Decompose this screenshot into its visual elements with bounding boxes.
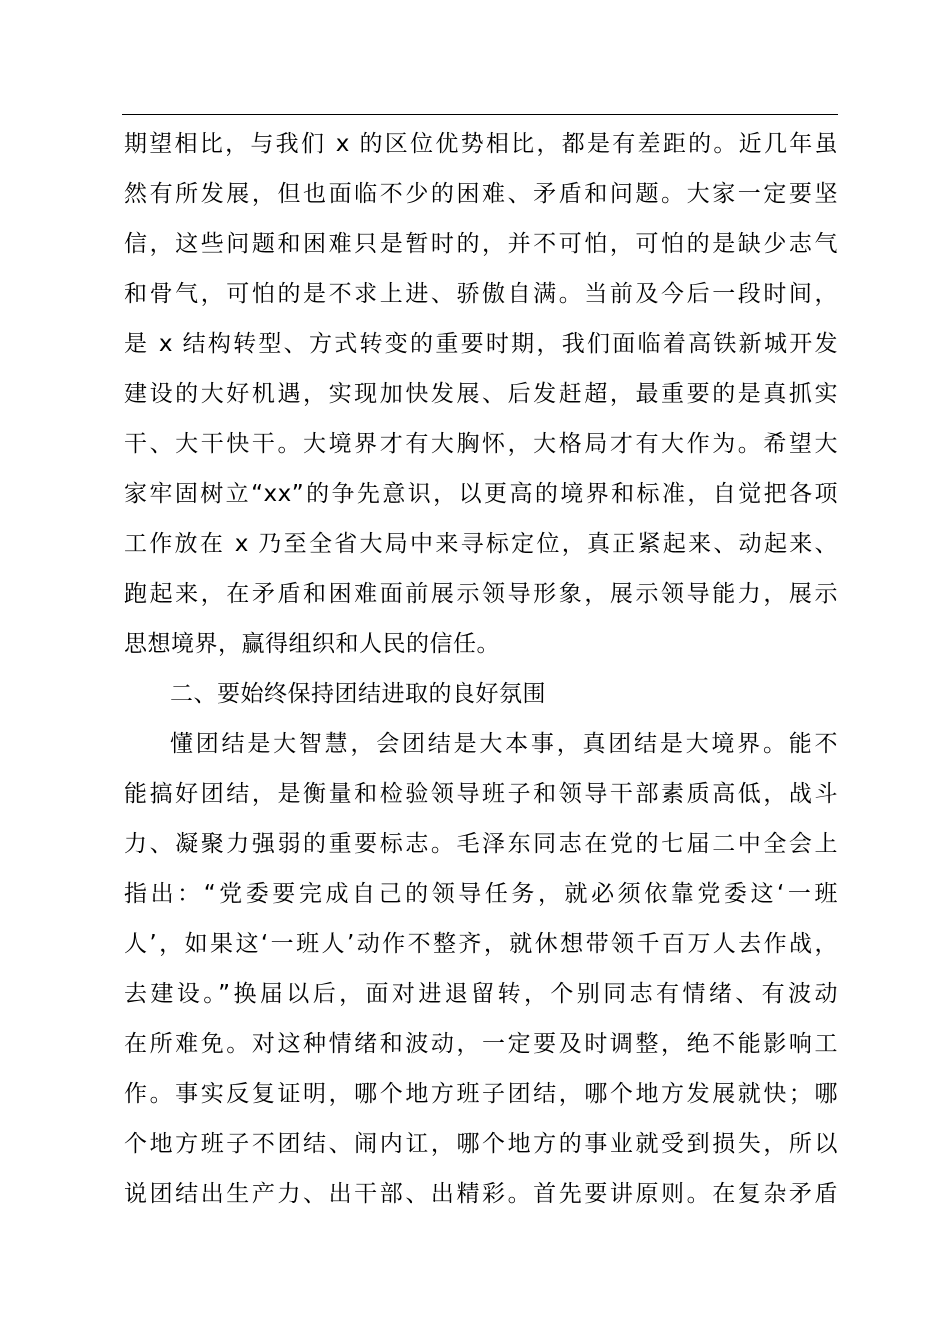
text-line: 工作放在 x 乃至全省大局中来寻标定位，真正紧起来、动起来、 [124, 531, 838, 557]
text-line: 干、大干快干。大境界才有大胸怀，大格局才有大作为。希望大 [124, 431, 838, 457]
text-line: 家牢固树立“xx”的争先意识，以更高的境界和标准，自觉把各项 [124, 481, 838, 507]
text-line: 个地方班子不团结、闹内讧，哪个地方的事业就受到损失，所以 [124, 1131, 838, 1157]
text-line: 和骨气，可怕的是不求上进、骄傲自满。当前及今后一段时间， [124, 281, 838, 307]
text-line: 跑起来，在矛盾和困难面前展示领导形象，展示领导能力，展示 [124, 581, 838, 607]
paragraph-first-line: 懂团结是大智慧，会团结是大本事，真团结是大境界。能不 [170, 731, 838, 757]
text-line: 人’，如果这‘一班人’动作不整齐，就休想带领千百万人去作战， [124, 931, 838, 957]
text-line: 作。事实反复证明，哪个地方班子团结，哪个地方发展就快；哪 [124, 1081, 838, 1107]
text-line: 在所难免。对这种情绪和波动，一定要及时调整，绝不能影响工 [124, 1031, 838, 1057]
text-line: 指出：“党委要完成自己的领导任务，就必须依靠党委这‘一班 [124, 881, 838, 907]
text-line: 去建设。”换届以后，面对进退留转，个别同志有情绪、有波动 [124, 981, 838, 1007]
text-line: 然有所发展，但也面临不少的困难、矛盾和问题。大家一定要坚 [124, 181, 838, 207]
text-line: 说团结出生产力、出干部、出精彩。首先要讲原则。在复杂矛盾 [124, 1181, 838, 1207]
text-line: 是 x 结构转型、方式转变的重要时期，我们面临着高铁新城开发 [124, 331, 838, 357]
section-heading: 二、要始终保持团结进取的良好氛围 [170, 681, 546, 707]
text-line: 期望相比，与我们 x 的区位优势相比，都是有差距的。近几年虽 [124, 131, 838, 157]
document-body [124, 119, 838, 1219]
text-line: 力、凝聚力强弱的重要标志。毛泽东同志在党的七届二中全会上 [124, 831, 838, 857]
text-line: 能搞好团结，是衡量和检验领导班子和领导干部素质高低，战斗 [124, 781, 838, 807]
text-line: 思想境界，赢得组织和人民的信任。 [124, 631, 500, 657]
text-line: 信，这些问题和困难只是暂时的，并不可怕，可怕的是缺少志气 [124, 231, 838, 257]
text-line: 建设的大好机遇，实现加快发展、后发赶超，最重要的是真抓实 [124, 381, 838, 407]
header-rule [122, 114, 838, 115]
